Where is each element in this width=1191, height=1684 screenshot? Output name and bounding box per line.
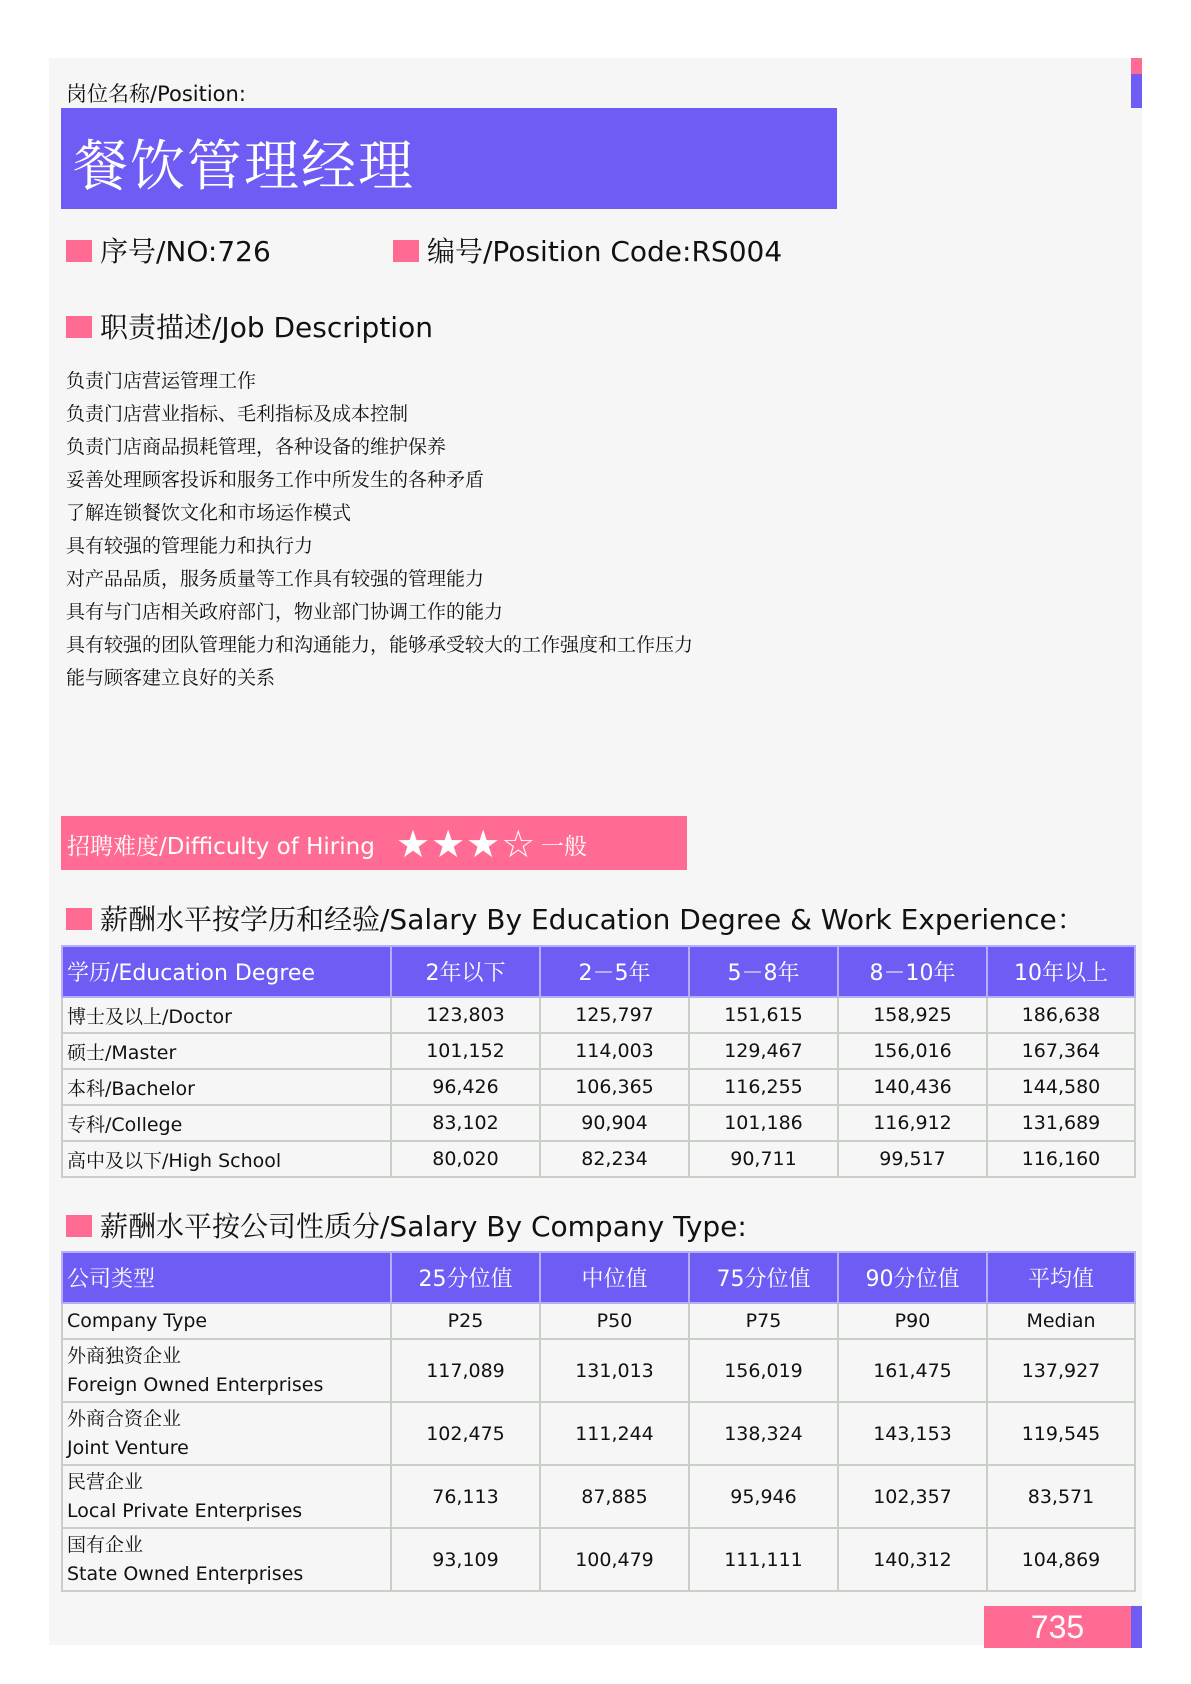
row-label: 博士及以上/Doctor (62, 997, 391, 1033)
row-label: Company Type (62, 1303, 391, 1339)
table-cell: 131,689 (987, 1105, 1135, 1141)
table-cell: 111,111 (689, 1528, 838, 1591)
table-row (62, 1069, 1135, 1105)
table-cell: 140,312 (838, 1528, 987, 1591)
company-salary-table (61, 1251, 1136, 1592)
position-code (393, 230, 782, 270)
table-cell: 83,571 (987, 1465, 1135, 1528)
page-number: 735 (984, 1606, 1131, 1648)
table-row (62, 1402, 1135, 1465)
column-header: 中位值 (540, 1252, 689, 1303)
table-row (62, 1339, 1135, 1402)
company-type-en: Foreign Owned Enterprises (67, 1373, 324, 1396)
company-type-cn: 民营企业 (67, 1470, 144, 1493)
table-cell: 137,927 (987, 1339, 1135, 1402)
table-cell: 99,517 (838, 1141, 987, 1177)
column-header: 5－8年 (689, 946, 838, 997)
table-cell: 156,019 (689, 1339, 838, 1402)
corner-accent-pink (1131, 58, 1142, 74)
table-cell: P75 (689, 1303, 838, 1339)
table-cell: 102,475 (391, 1402, 540, 1465)
table-cell: 102,357 (838, 1465, 987, 1528)
education-salary-table (61, 945, 1136, 1178)
difficulty-level: 一般 (541, 834, 587, 860)
bullet-square (393, 240, 419, 262)
job-description-list (66, 365, 693, 695)
table-cell: 82,234 (540, 1141, 689, 1177)
table-cell: 93,109 (391, 1528, 540, 1591)
table-cell: 100,479 (540, 1528, 689, 1591)
job-description-heading-text: 职责描述/Job Description (100, 311, 433, 344)
table-cell: 114,003 (540, 1033, 689, 1069)
row-label: 专科/College (62, 1105, 391, 1141)
column-header: 8－10年 (838, 946, 987, 997)
table-cell: 158,925 (838, 997, 987, 1033)
column-header: 10年以上 (987, 946, 1135, 997)
table-cell: P50 (540, 1303, 689, 1339)
education-salary-heading (66, 898, 1085, 938)
bullet-square (66, 240, 92, 262)
table-cell: 76,113 (391, 1465, 540, 1528)
table-cell: 129,467 (689, 1033, 838, 1069)
row-label: 硕士/Master (62, 1033, 391, 1069)
row-label: 高中及以下/High School (62, 1141, 391, 1177)
table-cell: 101,186 (689, 1105, 838, 1141)
column-header: 平均值 (987, 1252, 1135, 1303)
table-cell: 138,324 (689, 1402, 838, 1465)
list-item: 能与顾客建立良好的关系 (66, 667, 276, 689)
list-item: 具有较强的团队管理能力和沟通能力，能够承受较大的工作强度和工作压力 (66, 634, 694, 656)
bullet-square (66, 1215, 92, 1237)
table-cell: 87,885 (540, 1465, 689, 1528)
title-banner (61, 108, 837, 209)
table-subheader-row (62, 1303, 1135, 1339)
star-rating-icon: ★★★☆ (396, 822, 537, 866)
company-type-cn: 国有企业 (67, 1533, 144, 1556)
bullet-square (66, 316, 92, 338)
corner-accent-purple (1131, 74, 1142, 108)
company-type-en: Local Private Enterprises (67, 1499, 303, 1522)
table-cell: 125,797 (540, 997, 689, 1033)
column-header: 90分位值 (838, 1252, 987, 1303)
company-salary-heading (66, 1205, 747, 1245)
job-description-heading (66, 306, 433, 346)
table-cell: 83,102 (391, 1105, 540, 1141)
table-cell: P25 (391, 1303, 540, 1339)
table-header-row (62, 1252, 1135, 1303)
page-number-accent (1131, 1606, 1142, 1648)
column-header: 25分位值 (391, 1252, 540, 1303)
bullet-square (66, 908, 92, 930)
table-cell: 144,580 (987, 1069, 1135, 1105)
table-cell: 161,475 (838, 1339, 987, 1402)
table-cell: 151,615 (689, 997, 838, 1033)
table-row (62, 1033, 1135, 1069)
difficulty-label: 招聘难度/Difficulty of Hiring (67, 834, 375, 860)
position-label: 岗位名称/Position: (66, 82, 246, 106)
row-label (62, 1528, 391, 1591)
table-row (62, 1105, 1135, 1141)
list-item: 了解连锁餐饮文化和市场运作模式 (66, 502, 352, 524)
position-title: 餐饮管理经理 (73, 134, 416, 198)
table-cell: 90,711 (689, 1141, 838, 1177)
table-cell: 167,364 (987, 1033, 1135, 1069)
row-label: 本科/Bachelor (62, 1069, 391, 1105)
table-row (62, 1465, 1135, 1528)
table-cell: 140,436 (838, 1069, 987, 1105)
table-cell: P90 (838, 1303, 987, 1339)
table-cell: 116,160 (987, 1141, 1135, 1177)
row-label (62, 1402, 391, 1465)
table-cell: 186,638 (987, 997, 1135, 1033)
serial-number (66, 230, 271, 270)
table-row (62, 997, 1135, 1033)
company-type-en: Joint Venture (67, 1436, 189, 1459)
column-header: 2－5年 (540, 946, 689, 997)
column-header: 75分位值 (689, 1252, 838, 1303)
education-salary-heading-text: 薪酬水平按学历和经验/Salary By Education Degree & Work Experience： (100, 903, 1085, 936)
column-header: 2年以下 (391, 946, 540, 997)
table-cell: 101,152 (391, 1033, 540, 1069)
company-type-en: State Owned Enterprises (67, 1562, 304, 1585)
column-header: 公司类型 (62, 1252, 391, 1303)
table-cell: 90,904 (540, 1105, 689, 1141)
list-item: 具有较强的管理能力和执行力 (66, 535, 314, 557)
table-cell: 111,244 (540, 1402, 689, 1465)
table-cell: 95,946 (689, 1465, 838, 1528)
row-label (62, 1339, 391, 1402)
table-cell: 104,869 (987, 1528, 1135, 1591)
list-item: 负责门店商品损耗管理，各种设备的维护保养 (66, 436, 447, 458)
position-code-text: 编号/Position Code:RS004 (427, 235, 783, 268)
table-row (62, 1528, 1135, 1591)
table-header-row (62, 946, 1135, 997)
list-item: 负责门店营业指标、毛利指标及成本控制 (66, 403, 409, 425)
table-cell: 80,020 (391, 1141, 540, 1177)
row-label (62, 1465, 391, 1528)
column-header: 学历/Education Degree (62, 946, 391, 997)
table-cell: 116,912 (838, 1105, 987, 1141)
difficulty-banner (61, 816, 687, 870)
table-cell: 119,545 (987, 1402, 1135, 1465)
table-cell: 156,016 (838, 1033, 987, 1069)
list-item: 妥善处理顾客投诉和服务工作中所发生的各种矛盾 (66, 469, 485, 491)
company-type-cn: 外商独资企业 (67, 1344, 182, 1367)
list-item: 负责门店营运管理工作 (66, 370, 257, 392)
table-cell: 117,089 (391, 1339, 540, 1402)
table-cell: Median (987, 1303, 1135, 1339)
table-cell: 131,013 (540, 1339, 689, 1402)
company-type-cn: 外商合资企业 (67, 1407, 182, 1430)
table-cell: 106,365 (540, 1069, 689, 1105)
table-cell: 96,426 (391, 1069, 540, 1105)
table-cell: 123,803 (391, 997, 540, 1033)
table-cell: 116,255 (689, 1069, 838, 1105)
list-item: 对产品品质，服务质量等工作具有较强的管理能力 (66, 568, 485, 590)
list-item: 具有与门店相关政府部门，物业部门协调工作的能力 (66, 601, 504, 623)
table-cell: 143,153 (838, 1402, 987, 1465)
table-row (62, 1141, 1135, 1177)
serial-number-text: 序号/NO:726 (100, 235, 271, 268)
company-salary-heading-text: 薪酬水平按公司性质分/Salary By Company Type: (100, 1210, 747, 1243)
